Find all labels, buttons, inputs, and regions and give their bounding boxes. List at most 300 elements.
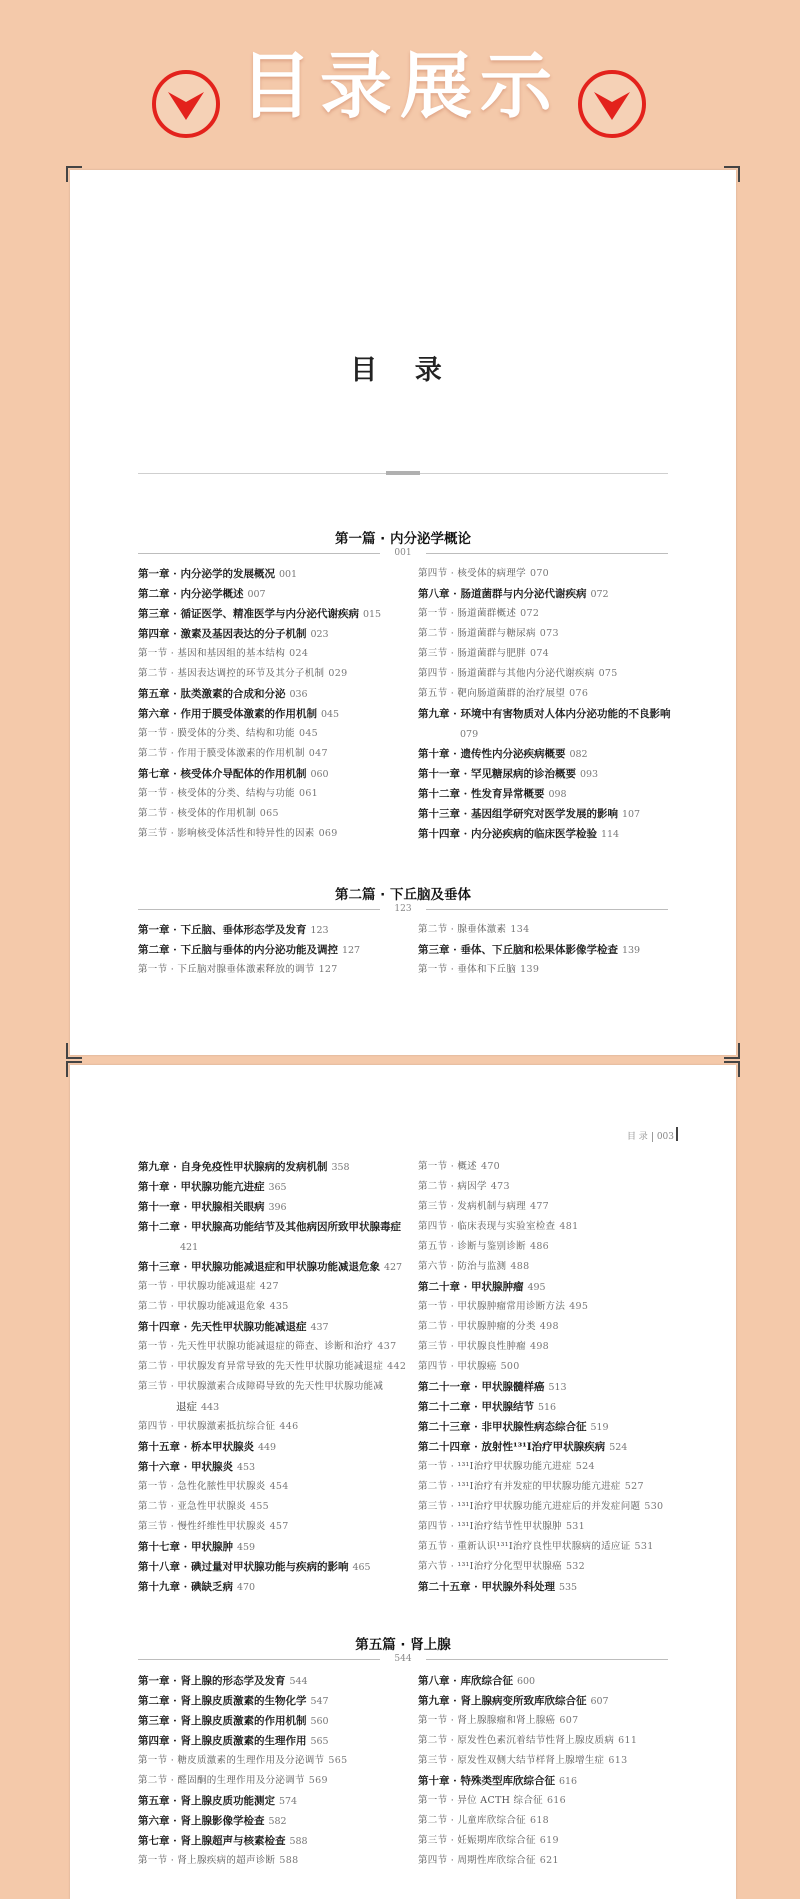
toc-chapter-entry[interactable]: [418, 1377, 708, 1397]
toc-section-entry[interactable]: [138, 1417, 428, 1437]
entry-page-number: 486: [529, 1241, 550, 1252]
toc-chapter-entry[interactable]: [418, 584, 708, 604]
entry-page-number: 072: [520, 608, 540, 619]
entry-page-number: 107: [621, 809, 641, 820]
toc-chapter-entry[interactable]: [418, 1417, 708, 1437]
part-heading: 第五篇 · 肾上腺: [355, 1637, 451, 1653]
entry-title: 第三节 · 原发性双侧大结节样肾上腺增生症: [418, 1755, 605, 1766]
toc-section-entry[interactable]: [138, 1497, 428, 1517]
toc-chapter-entry[interactable]: [138, 1577, 428, 1597]
entry-page-number: 047: [308, 748, 328, 759]
entry-title: 第八章 · 库欣综合征: [418, 1675, 513, 1687]
down-arrow-icon-right: [578, 70, 646, 138]
entry-page-number: 481: [559, 1221, 579, 1232]
toc-chapter-entry[interactable]: [138, 624, 428, 644]
entry-title: 第六节 · 防治与监测: [418, 1261, 507, 1272]
entry-title: 第一节 · 急性化脓性甲状腺炎: [138, 1481, 266, 1492]
toc-section-entry[interactable]: [138, 1771, 428, 1791]
toc-chapter-entry[interactable]: [138, 1671, 428, 1691]
entry-page-number: 023: [310, 629, 329, 640]
toc-chapter-entry[interactable]: [418, 1771, 708, 1791]
toc-section-entry[interactable]: [138, 724, 428, 744]
toc-chapter-entry[interactable]: [138, 564, 428, 584]
entry-title: 第四章 · 肾上腺皮质激素的生理作用: [138, 1735, 307, 1747]
entry-title: 第十章 · 甲状腺功能亢进症: [138, 1181, 265, 1193]
toc-section-entry[interactable]: [138, 644, 428, 664]
toc-chapter-entry[interactable]: [138, 1711, 428, 1731]
entry-page-number: 588: [279, 1855, 299, 1866]
entry-page-number: 427: [383, 1262, 403, 1273]
toc-section-entry[interactable]: [418, 624, 708, 644]
toc-section-entry[interactable]: [138, 960, 428, 980]
entry-page-number: 437: [377, 1341, 397, 1352]
entry-page-number: 618: [529, 1815, 550, 1826]
entry-page-number: 527: [624, 1481, 644, 1492]
entry-page-number: 446: [279, 1421, 299, 1432]
toc-chapter-entry[interactable]: [418, 1671, 708, 1691]
toc-chapter-entry[interactable]: [138, 684, 428, 704]
toc-chapter-entry[interactable]: [418, 824, 708, 844]
bracket-mark: [676, 1127, 678, 1141]
entry-page-number: 358: [331, 1162, 350, 1173]
entry-title: 第十四章 · 先天性甲状腺功能减退症: [138, 1321, 307, 1333]
entry-title: 第五章 · 肾上腺皮质功能测定: [138, 1795, 275, 1807]
entry-page-number: 600: [516, 1676, 536, 1687]
entry-title: 第二章 · 内分泌学概述: [138, 588, 244, 600]
toc-section-entry[interactable]: [418, 564, 708, 584]
entry-page-number: 488: [510, 1261, 530, 1272]
toc-chapter-entry[interactable]: [138, 1557, 428, 1577]
entry-title: 第九章 · 自身免疫性甲状腺病的发病机制: [138, 1161, 328, 1173]
entry-title: 第五节 · 靶向肠道菌群的治疗展望: [418, 688, 566, 699]
entry-page-number: 535: [558, 1582, 578, 1593]
toc-section-entry[interactable]: [418, 1217, 708, 1237]
entry-title: 第十二章 · 甲状腺高功能结节及其他病因所致甲状腺毒症: [138, 1221, 401, 1233]
toc-chapter-entry[interactable]: [138, 1791, 428, 1811]
entry-page-number: 427: [259, 1281, 279, 1292]
entry-page-number: 421: [180, 1242, 199, 1253]
entry-title: 第二节 · 核受体的作用机制: [138, 808, 256, 819]
toc-section-entry[interactable]: [138, 1277, 428, 1297]
entry-title: 第三章 · 循证医学、精准医学与内分泌代谢疾病: [138, 608, 359, 620]
entry-page-number: 455: [249, 1501, 270, 1512]
running-head-page: 003: [656, 1132, 674, 1142]
entry-title: 第十三章 · 甲状腺功能减退症和甲状腺功能减退危象: [138, 1261, 380, 1273]
entry-title: 第三节 · 影响核受体活性和特异性的因素: [138, 828, 315, 839]
entry-title: 第二十一章 · 甲状腺髓样癌: [418, 1381, 545, 1393]
entry-title: 第二章 · 下丘脑与垂体的内分泌功能及调控: [138, 944, 338, 956]
part-heading: 第一篇 · 内分泌学概论: [334, 531, 472, 547]
entry-title: 第三节 · 肠道菌群与肥胖: [418, 648, 526, 659]
entry-title: 退症: [176, 1401, 197, 1413]
toc-chapter-entry[interactable]: [138, 1731, 428, 1751]
entry-page-number: 139: [621, 945, 641, 956]
toc-chapter-entry[interactable]: [138, 1177, 428, 1197]
entry-page-number: 524: [609, 1442, 628, 1453]
toc-column-left: [138, 1157, 428, 1597]
entry-title: 第一章 · 下丘脑、垂体形态学及发育: [138, 924, 307, 936]
entry-title: 第一节 · 糖皮质激素的生理作用及分泌调节: [138, 1755, 325, 1766]
entry-title: 第二节 · 甲状腺功能减退危象: [138, 1301, 266, 1312]
entry-page-number: 519: [590, 1422, 609, 1433]
part-page-number: 123: [380, 904, 426, 914]
crop-mark: [724, 166, 740, 182]
entry-page-number: 443: [201, 1402, 220, 1413]
part-page-number: 544: [380, 1654, 426, 1664]
entry-page-number: 093: [579, 769, 599, 780]
entry-title: 第四节 · 临床表现与实验室检查: [418, 1221, 556, 1232]
entry-page-number: 454: [269, 1481, 289, 1492]
entry-title: 第十章 · 遗传性内分泌疾病概要: [418, 748, 566, 760]
toc-chapter-entry[interactable]: [418, 764, 708, 784]
entry-page-number: 544: [289, 1676, 308, 1687]
toc-section-entry[interactable]: [418, 604, 708, 624]
toc-chapter-entry[interactable]: [418, 1277, 708, 1297]
entry-title: 第五节 · 重新认识¹³¹I治疗良性甲状腺病的适应证: [418, 1541, 631, 1552]
entry-title: 第四节 · 肠道菌群与其他内分泌代谢疾病: [418, 668, 595, 679]
entry-page-number: 621: [539, 1855, 559, 1866]
toc-chapter-entry[interactable]: [138, 1437, 428, 1457]
entry-page-number: 015: [362, 609, 382, 620]
entry-page-number: 123: [310, 925, 329, 936]
entry-page-number: 473: [490, 1181, 510, 1192]
toc-section-entry[interactable]: [418, 684, 708, 704]
entry-title: 第三节 · 妊娠期库欣综合征: [418, 1835, 536, 1846]
toc-chapter-entry[interactable]: [138, 920, 428, 940]
entry-page-number: 565: [328, 1755, 348, 1766]
entry-title: 第一节 · 膜受体的分类、结构和功能: [138, 728, 295, 739]
entry-page-number: 607: [559, 1715, 579, 1726]
entry-page-number: 465: [352, 1562, 371, 1573]
entry-title: 第三节 · 慢性纤维性甲状腺炎: [138, 1521, 266, 1532]
entry-title: 第十七章 · 甲状腺肿: [138, 1541, 233, 1553]
entry-page-number: 513: [548, 1382, 567, 1393]
toc-section-entry[interactable]: [418, 1537, 708, 1557]
toc-chapter-entry[interactable]: [418, 940, 708, 960]
entry-title: 第一章 · 内分泌学的发展概况: [138, 568, 275, 580]
toc-chapter-entry[interactable]: [138, 1457, 428, 1477]
entry-title: 第二十五章 · 甲状腺外科处理: [418, 1581, 555, 1593]
entry-page-number: 495: [569, 1301, 589, 1312]
toc-continuation[interactable]: [138, 1237, 428, 1257]
toc-continuation[interactable]: [138, 1397, 428, 1417]
entry-title: 第十三章 · 基因组学研究对医学发展的影响: [418, 808, 618, 820]
toc-section-entry[interactable]: [418, 1791, 708, 1811]
entry-page-number: 435: [269, 1301, 289, 1312]
entry-title: 第一节 · ¹³¹I治疗甲状腺功能亢进症: [418, 1461, 572, 1472]
entry-page-number: 500: [500, 1361, 520, 1372]
toc-section-entry[interactable]: [418, 1157, 708, 1177]
toc-section-entry[interactable]: [138, 824, 428, 844]
entry-title: 第六章 · 作用于膜受体激素的作用机制: [138, 708, 317, 720]
entry-page-number: 611: [618, 1735, 638, 1746]
toc-section-entry[interactable]: [138, 1517, 428, 1537]
entry-title: 第六节 · ¹³¹I治疗分化型甲状腺癌: [418, 1561, 562, 1572]
toc-chapter-entry[interactable]: [138, 704, 428, 724]
entry-title: 第二节 · 病因学: [418, 1181, 487, 1192]
toc-section-entry[interactable]: [138, 1377, 428, 1397]
entry-title: 第一章 · 肾上腺的形态学及发育: [138, 1675, 286, 1687]
toc-section-entry[interactable]: [418, 1457, 708, 1477]
toc-section-entry[interactable]: [418, 1731, 708, 1751]
toc-section-entry[interactable]: [418, 1357, 708, 1377]
toc-section-entry[interactable]: [138, 664, 428, 684]
entry-title: 第一节 · 垂体和下丘脑: [418, 964, 517, 975]
entry-page-number: 498: [529, 1341, 550, 1352]
entry-title: 第一节 · 异位 ACTH 综合征: [418, 1795, 543, 1806]
entry-page-number: 365: [268, 1182, 287, 1193]
entry-page-number: 532: [565, 1561, 585, 1572]
toc-section-entry[interactable]: [138, 1337, 428, 1357]
toc-section-entry[interactable]: [418, 1851, 708, 1871]
entry-page-number: 073: [539, 628, 559, 639]
toc-page-1: [70, 170, 736, 1055]
entry-title: 第四章 · 激素及基因表达的分子机制: [138, 628, 307, 640]
entry-page-number: 072: [590, 589, 609, 600]
entry-title: 第四节 · 甲状腺激素抵抗综合征: [138, 1421, 276, 1432]
entry-page-number: 029: [328, 668, 348, 679]
toc-chapter-entry[interactable]: [138, 604, 428, 624]
toc-column-left: [138, 1671, 428, 1871]
entry-page-number: 079: [460, 729, 479, 740]
running-head: [627, 1129, 674, 1142]
toc-section-entry[interactable]: [418, 644, 708, 664]
entry-page-number: 470: [236, 1582, 256, 1593]
toc-section-entry[interactable]: [418, 1497, 708, 1517]
toc-section-entry[interactable]: [418, 920, 708, 940]
toc-section-entry[interactable]: [418, 1337, 708, 1357]
entry-page-number: 069: [318, 828, 338, 839]
toc-page-2: [70, 1065, 736, 1899]
toc-section-entry[interactable]: [418, 1751, 708, 1771]
entry-title: 第十一章 · 甲状腺相关眼病: [138, 1201, 265, 1213]
entry-page-number: 516: [537, 1402, 557, 1413]
toc-section-entry[interactable]: [138, 1851, 428, 1871]
entry-title: 第二节 · 甲状腺发育异常导致的先天性甲状腺功能减退症: [138, 1361, 384, 1372]
toc-column-right: [418, 1671, 708, 1871]
toc-chapter-entry[interactable]: [418, 1691, 708, 1711]
crop-mark: [66, 1061, 82, 1077]
separator: [652, 1132, 653, 1142]
entry-title: 第四节 · 甲状腺癌: [418, 1361, 497, 1372]
toc-chapter-entry[interactable]: [138, 1157, 428, 1177]
toc-section-entry[interactable]: [418, 960, 708, 980]
entry-title: 第十一章 · 罕见糖尿病的诊治概要: [418, 768, 576, 780]
toc-chapter-entry[interactable]: [418, 804, 708, 824]
entry-page-number: 396: [268, 1202, 287, 1213]
entry-title: 第三节 · 甲状腺良性肿瘤: [418, 1341, 526, 1352]
toc-chapter-entry[interactable]: [418, 1437, 708, 1457]
entry-title: 第二节 · 肠道菌群与糖尿病: [418, 628, 536, 639]
crop-mark: [724, 1061, 740, 1077]
entry-page-number: 616: [558, 1776, 578, 1787]
toc-chapter-entry[interactable]: [138, 1537, 428, 1557]
entry-page-number: 442: [387, 1361, 407, 1372]
entry-page-number: 127: [318, 964, 338, 975]
entry-page-number: 134: [510, 924, 530, 935]
entry-title: 第三节 · ¹³¹I治疗甲状腺功能亢进症后的并发症问题: [418, 1501, 641, 1512]
entry-title: 第十八章 · 碘过量对甲状腺功能与疾病的影响: [138, 1561, 349, 1573]
entry-page-number: 082: [569, 749, 588, 760]
toc-chapter-entry[interactable]: [138, 1811, 428, 1831]
entry-page-number: 449: [257, 1442, 277, 1453]
entry-page-number: 495: [527, 1282, 546, 1293]
toc-section-entry[interactable]: [418, 1177, 708, 1197]
entry-page-number: 547: [310, 1696, 329, 1707]
entry-title: 第二节 · ¹³¹I治疗有并发症的甲状腺功能亢进症: [418, 1481, 621, 1492]
banner-title: 目录展示: [239, 44, 560, 128]
toc-section-entry[interactable]: [138, 1751, 428, 1771]
page-title: 目 录: [350, 355, 456, 386]
entry-title: 第一节 · 肠道菌群概述: [418, 608, 517, 619]
entry-title: 第一节 · 下丘脑对腺垂体激素释放的调节: [138, 964, 315, 975]
entry-page-number: 075: [598, 668, 618, 679]
toc-chapter-entry[interactable]: [138, 584, 428, 604]
entry-title: 第六章 · 肾上腺影像学检查: [138, 1815, 265, 1827]
entry-title: 第三节 · 甲状腺激素合成障碍导致的先天性甲状腺功能减: [138, 1381, 384, 1392]
part-heading: 第二篇 · 下丘脑及垂体: [334, 887, 472, 903]
entry-title: 第十五章 · 桥本甲状腺炎: [138, 1441, 254, 1453]
entry-page-number: 531: [634, 1541, 654, 1552]
entry-page-number: 065: [259, 808, 279, 819]
entry-page-number: 061: [298, 788, 319, 799]
entry-title: 第二十三章 · 非甲状腺性病态综合征: [418, 1421, 587, 1433]
toc-section-entry[interactable]: [418, 1317, 708, 1337]
entry-page-number: 574: [278, 1796, 298, 1807]
entry-page-number: 453: [236, 1462, 256, 1473]
toc-section-entry[interactable]: [418, 1257, 708, 1277]
entry-page-number: 114: [600, 829, 620, 840]
entry-title: 第一节 · 肾上腺疾病的超声诊断: [138, 1855, 276, 1866]
toc-section-entry[interactable]: [418, 1297, 708, 1317]
toc-column-left: [138, 564, 428, 844]
toc-chapter-entry[interactable]: [138, 1257, 428, 1277]
toc-continuation[interactable]: [418, 724, 708, 744]
toc-section-entry[interactable]: [138, 804, 428, 824]
entry-title: 第二节 · 基因表达调控的环节及其分子机制: [138, 668, 325, 679]
entry-title: 第七章 · 核受体介导配体的作用机制: [138, 768, 307, 780]
toc-section-entry[interactable]: [418, 1811, 708, 1831]
toc-chapter-entry[interactable]: [418, 1577, 708, 1597]
entry-page-number: 569: [308, 1775, 328, 1786]
toc-column-right: [418, 920, 708, 980]
entry-page-number: 498: [539, 1321, 559, 1332]
entry-title: 第一节 · 基因和基因组的基本结构: [138, 648, 286, 659]
entry-page-number: 470: [480, 1161, 501, 1172]
toc-section-entry[interactable]: [418, 664, 708, 684]
entry-title: 第二节 · 醛固酮的生理作用及分泌调节: [138, 1775, 305, 1786]
toc-section-entry[interactable]: [418, 1831, 708, 1851]
entry-title: 第一节 · 核受体的分类、结构与功能: [138, 788, 295, 799]
toc-section-entry[interactable]: [138, 744, 428, 764]
toc-chapter-entry[interactable]: [138, 1691, 428, 1711]
toc-section-entry[interactable]: [418, 1477, 708, 1497]
toc-chapter-entry[interactable]: [138, 1831, 428, 1851]
entry-page-number: 619: [539, 1835, 559, 1846]
entry-title: 第九章 · 环境中有害物质对人体内分泌功能的不良影响: [418, 708, 671, 720]
toc-section-entry[interactable]: [138, 1297, 428, 1317]
entry-page-number: 007: [247, 589, 266, 600]
entry-page-number: 045: [298, 728, 319, 739]
toc-section-entry[interactable]: [418, 1711, 708, 1731]
entry-title: 第三节 · 发病机制与病理: [418, 1201, 526, 1212]
entry-title: 第八章 · 肠道菌群与内分泌代谢疾病: [418, 588, 587, 600]
entry-title: 第一节 · 概述: [418, 1161, 477, 1172]
toc-chapter-entry[interactable]: [138, 764, 428, 784]
entry-title: 第十九章 · 碘缺乏病: [138, 1581, 233, 1593]
crop-mark: [724, 1043, 740, 1059]
divider-mark: [386, 471, 420, 475]
running-head-title: 目 录: [626, 1132, 648, 1142]
part-page-number: 001: [380, 548, 426, 558]
entry-title: 第十二章 · 性发育异常概要: [418, 788, 545, 800]
entry-page-number: 437: [310, 1322, 329, 1333]
toc-chapter-entry[interactable]: [418, 1397, 708, 1417]
toc-chapter-entry[interactable]: [418, 704, 708, 724]
entry-page-number: 588: [289, 1836, 308, 1847]
entry-title: 第一节 · 先天性甲状腺功能减退症的筛查、诊断和治疗: [138, 1341, 374, 1352]
entry-page-number: 045: [320, 709, 340, 720]
entry-page-number: 459: [236, 1542, 256, 1553]
entry-title: 第二节 · 作用于膜受体激素的作用机制: [138, 748, 305, 759]
entry-title: 第一节 · 甲状腺功能减退症: [138, 1281, 256, 1292]
banner: [0, 0, 800, 160]
toc-section-entry[interactable]: [418, 1237, 708, 1257]
toc-section-entry[interactable]: [418, 1197, 708, 1217]
crop-mark: [66, 1043, 82, 1059]
toc-section-entry[interactable]: [418, 1517, 708, 1537]
toc-section-entry[interactable]: [138, 1477, 428, 1497]
entry-title: 第七章 · 肾上腺超声与核素检查: [138, 1835, 286, 1847]
entry-title: 第二节 · 亚急性甲状腺炎: [138, 1501, 246, 1512]
entry-page-number: 616: [546, 1795, 566, 1806]
entry-page-number: 582: [268, 1816, 287, 1827]
entry-page-number: 524: [575, 1461, 595, 1472]
toc-chapter-entry[interactable]: [418, 744, 708, 764]
entry-page-number: 001: [278, 569, 298, 580]
entry-page-number: 139: [520, 964, 540, 975]
entry-title: 第四节 · 核受体的病理学: [418, 568, 526, 579]
entry-title: 第三章 · 垂体、下丘脑和松果体影像学检查: [418, 944, 618, 956]
entry-page-number: 457: [269, 1521, 289, 1532]
entry-page-number: 074: [529, 648, 550, 659]
toc-chapter-entry[interactable]: [138, 1217, 428, 1237]
entry-title: 第二十章 · 甲状腺肿瘤: [418, 1281, 524, 1293]
toc-chapter-entry[interactable]: [418, 784, 708, 804]
entry-title: 第二十二章 · 甲状腺结节: [418, 1401, 534, 1413]
entry-title: 第十章 · 特殊类型库欣综合征: [418, 1775, 555, 1787]
entry-page-number: 530: [644, 1501, 664, 1512]
toc-section-entry[interactable]: [418, 1557, 708, 1577]
entry-page-number: 024: [289, 648, 309, 659]
toc-section-entry[interactable]: [138, 1357, 428, 1377]
toc-section-entry[interactable]: [138, 784, 428, 804]
toc-chapter-entry[interactable]: [138, 1317, 428, 1337]
entry-page-number: 060: [310, 769, 329, 780]
entry-page-number: 613: [608, 1755, 628, 1766]
entry-page-number: 565: [310, 1736, 329, 1747]
entry-page-number: 127: [341, 945, 361, 956]
entry-page-number: 607: [590, 1696, 609, 1707]
toc-chapter-entry[interactable]: [138, 940, 428, 960]
entry-title: 第九章 · 肾上腺病变所致库欣综合征: [418, 1695, 587, 1707]
entry-page-number: 477: [529, 1201, 550, 1212]
toc-chapter-entry[interactable]: [138, 1197, 428, 1217]
entry-page-number: 076: [569, 688, 589, 699]
entry-title: 第五节 · 诊断与鉴别诊断: [418, 1241, 526, 1252]
entry-title: 第十六章 · 甲状腺炎: [138, 1461, 233, 1473]
entry-page-number: 070: [529, 568, 550, 579]
